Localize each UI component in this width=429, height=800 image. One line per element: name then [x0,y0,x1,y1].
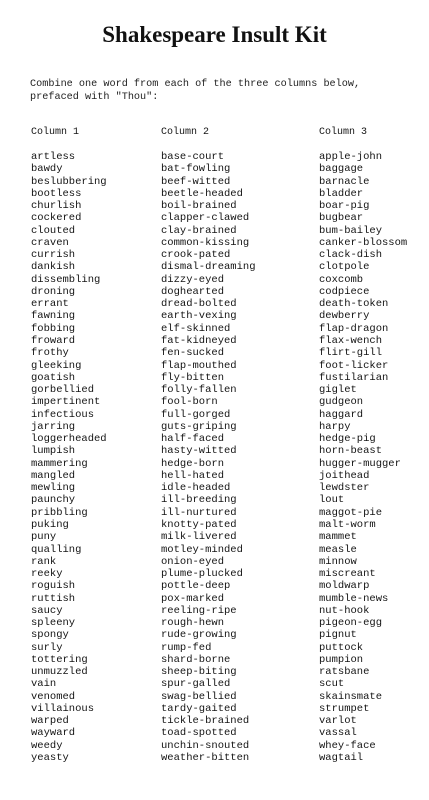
word-item: puking [31,518,69,531]
word-item: moldwarp [319,580,370,593]
word-item: hugger-mugger [319,457,401,470]
word-item: onion-eyed [161,555,225,568]
word-item: malt-worm [319,518,376,531]
word-item: fen-sucked [161,347,225,360]
word-item: cockered [31,212,82,225]
instructions-line-1: Combine one word from each of the three columns below, [30,79,361,90]
word-item: ill-nurtured [161,506,237,519]
word-item: churlish [31,200,82,213]
word-item: ratsbane [319,666,370,679]
word-item: mangled [31,469,76,482]
word-item: reeky [31,568,63,581]
column-2 [161,126,256,764]
word-item: roguish [31,580,76,593]
word-item: beslubbering [31,175,107,188]
word-item: clay-brained [161,224,237,237]
word-item: apple-john [319,151,383,163]
word-item: flax-wench [319,334,383,347]
word-item: errant [31,298,69,311]
column-3 [319,126,407,764]
word-item: joithead [319,469,370,482]
word-item: earth-vexing [161,310,237,323]
word-item: craven [31,236,69,249]
word-item: vain [31,678,57,691]
word-item: bawdy [31,163,63,176]
word-item: scut [319,678,345,691]
word-item: loggerheaded [31,433,107,446]
word-item: ruttish [31,592,76,605]
word-item: horn-beast [319,445,383,458]
word-item: foot-licker [319,359,389,372]
word-item: pignut [319,629,357,642]
word-item: clack-dish [319,249,383,262]
word-item: infectious [31,408,95,421]
word-item: toad-spotted [161,727,237,740]
word-item: dankish [31,261,76,274]
word-item: bat-fowling [161,163,231,176]
word-item: motley-minded [161,543,243,556]
word-item: impertinent [31,396,101,409]
word-item: qualling [31,543,82,556]
word-item: skainsmate [319,690,383,703]
word-item: frothy [31,347,69,360]
word-item: reeling-ripe [161,604,237,617]
word-item: lumpish [31,445,76,458]
word-item: minnow [319,555,357,568]
word-item: surly [31,641,63,654]
word-item: elf-skinned [161,322,231,335]
word-item: puttock [319,641,364,654]
word-item: milk-livered [161,531,237,544]
word-item: wagtail [319,752,364,765]
word-item: unchin-snouted [161,739,250,752]
word-item: spongy [31,629,69,642]
word-item: mammering [31,457,88,470]
word-item: pottle-deep [161,580,231,593]
word-item: tickle-brained [161,715,250,728]
word-item: tardy-gaited [161,702,237,715]
instructions-line-2: prefaced with "Thou": [30,92,159,103]
word-item: hedge-pig [319,433,376,446]
word-item: pigeon-egg [319,617,383,630]
word-item: codpiece [319,285,370,298]
word-item: weedy [31,739,63,752]
word-item: crook-pated [161,249,231,262]
word-item: lewdster [319,482,370,495]
word-item: warped [31,715,69,728]
word-item: common-kissing [161,236,250,249]
word-item: harpy [319,420,351,433]
word-item: froward [31,334,76,347]
word-item: clapper-clawed [161,212,250,225]
word-item: swag-bellied [161,690,237,703]
word-item: maggot-pie [319,506,383,519]
word-item: baggage [319,163,364,176]
word-item: miscreant [319,568,376,581]
word-item: mewling [31,482,76,495]
word-item: pumpion [319,653,364,666]
word-item: canker-blossom [319,236,408,249]
word-item: fool-born [161,396,218,409]
instructions [30,78,410,104]
word-item: fustilarian [319,371,389,384]
word-item: dread-bolted [161,298,237,311]
word-item: hasty-witted [161,445,237,458]
word-item: paunchy [31,494,76,507]
word-item: rump-fed [161,641,212,654]
word-item: lout [319,494,345,507]
word-item: knotty-pated [161,518,237,531]
word-item: clotpole [319,261,370,274]
word-item: spleeny [31,617,76,630]
word-item: nut-hook [319,604,370,617]
word-item: bugbear [319,212,364,225]
word-item: saucy [31,604,63,617]
word-item: flirt-gill [319,347,383,360]
word-item: weather-bitten [161,752,250,765]
word-item: vassal [319,727,357,740]
word-item: whey-face [319,739,376,752]
word-item: bum-bailey [319,224,383,237]
word-item: unmuzzled [31,666,88,679]
word-item: yeasty [31,752,69,765]
word-item: droning [31,285,76,298]
word-item: clouted [31,224,76,237]
word-item: hell-hated [161,469,225,482]
word-item: currish [31,249,76,262]
column-3-word-list [319,151,407,764]
word-item: puny [31,531,57,544]
word-item: rough-hewn [161,617,225,630]
word-item: folly-fallen [161,384,237,397]
word-item: fly-bitten [161,371,225,384]
word-item: rank [31,555,57,568]
word-item: bootless [31,187,82,200]
word-item: pox-marked [161,592,225,605]
word-item: flap-mouthed [161,359,237,372]
word-item: measle [319,543,357,556]
word-item: boil-brained [161,200,237,213]
word-item: fat-kidneyed [161,334,237,347]
word-item: base-court [161,151,225,163]
word-item: fobbing [31,322,76,335]
word-item: death-token [319,298,389,311]
column-2-word-list [161,151,256,764]
column-1-word-list [31,151,107,764]
word-item: beef-witted [161,175,231,188]
page-title: Shakespeare Insult Kit [102,22,327,47]
word-item: boar-pig [319,200,370,213]
word-item: beetle-headed [161,187,243,200]
word-item: spur-galled [161,678,231,691]
word-item: bladder [319,187,364,200]
word-item: dissembling [31,273,101,286]
word-item: haggard [319,408,364,421]
word-item: flap-dragon [319,322,389,335]
word-item: half-faced [161,433,225,446]
word-item: goatish [31,371,76,384]
word-item: doghearted [161,285,225,298]
word-item: jarring [31,420,76,433]
word-item: artless [31,151,76,163]
word-item: idle-headed [161,482,231,495]
word-item: shard-borne [161,653,231,666]
word-item: gudgeon [319,396,364,409]
word-item: varlot [319,715,357,728]
word-item: fawning [31,310,76,323]
word-item: mumble-news [319,592,389,605]
word-item: hedge-born [161,457,225,470]
column-2-header: Column 2 [161,127,210,138]
word-item: barnacle [319,175,370,188]
word-item: tottering [31,653,88,666]
word-item: mammet [319,531,357,544]
word-item: full-gorged [161,408,231,421]
word-item: gorbellied [31,384,95,397]
word-item: ill-breeding [161,494,237,507]
word-item: villainous [31,702,95,715]
word-item: venomed [31,690,76,703]
word-item: dismal-dreaming [161,261,256,274]
column-3-header: Column 3 [319,127,368,138]
word-item: pribbling [31,506,88,519]
word-item: sheep-biting [161,666,237,679]
word-item: coxcomb [319,273,364,286]
word-item: wayward [31,727,76,740]
word-item: dizzy-eyed [161,273,225,286]
word-item: gleeking [31,359,82,372]
word-item: giglet [319,384,357,397]
word-item: dewberry [319,310,370,323]
column-1-header: Column 1 [31,127,80,138]
word-item: strumpet [319,702,370,715]
word-item: plume-plucked [161,568,243,581]
column-1 [31,126,107,764]
word-item: rude-growing [161,629,237,642]
word-item: guts-griping [161,420,237,433]
